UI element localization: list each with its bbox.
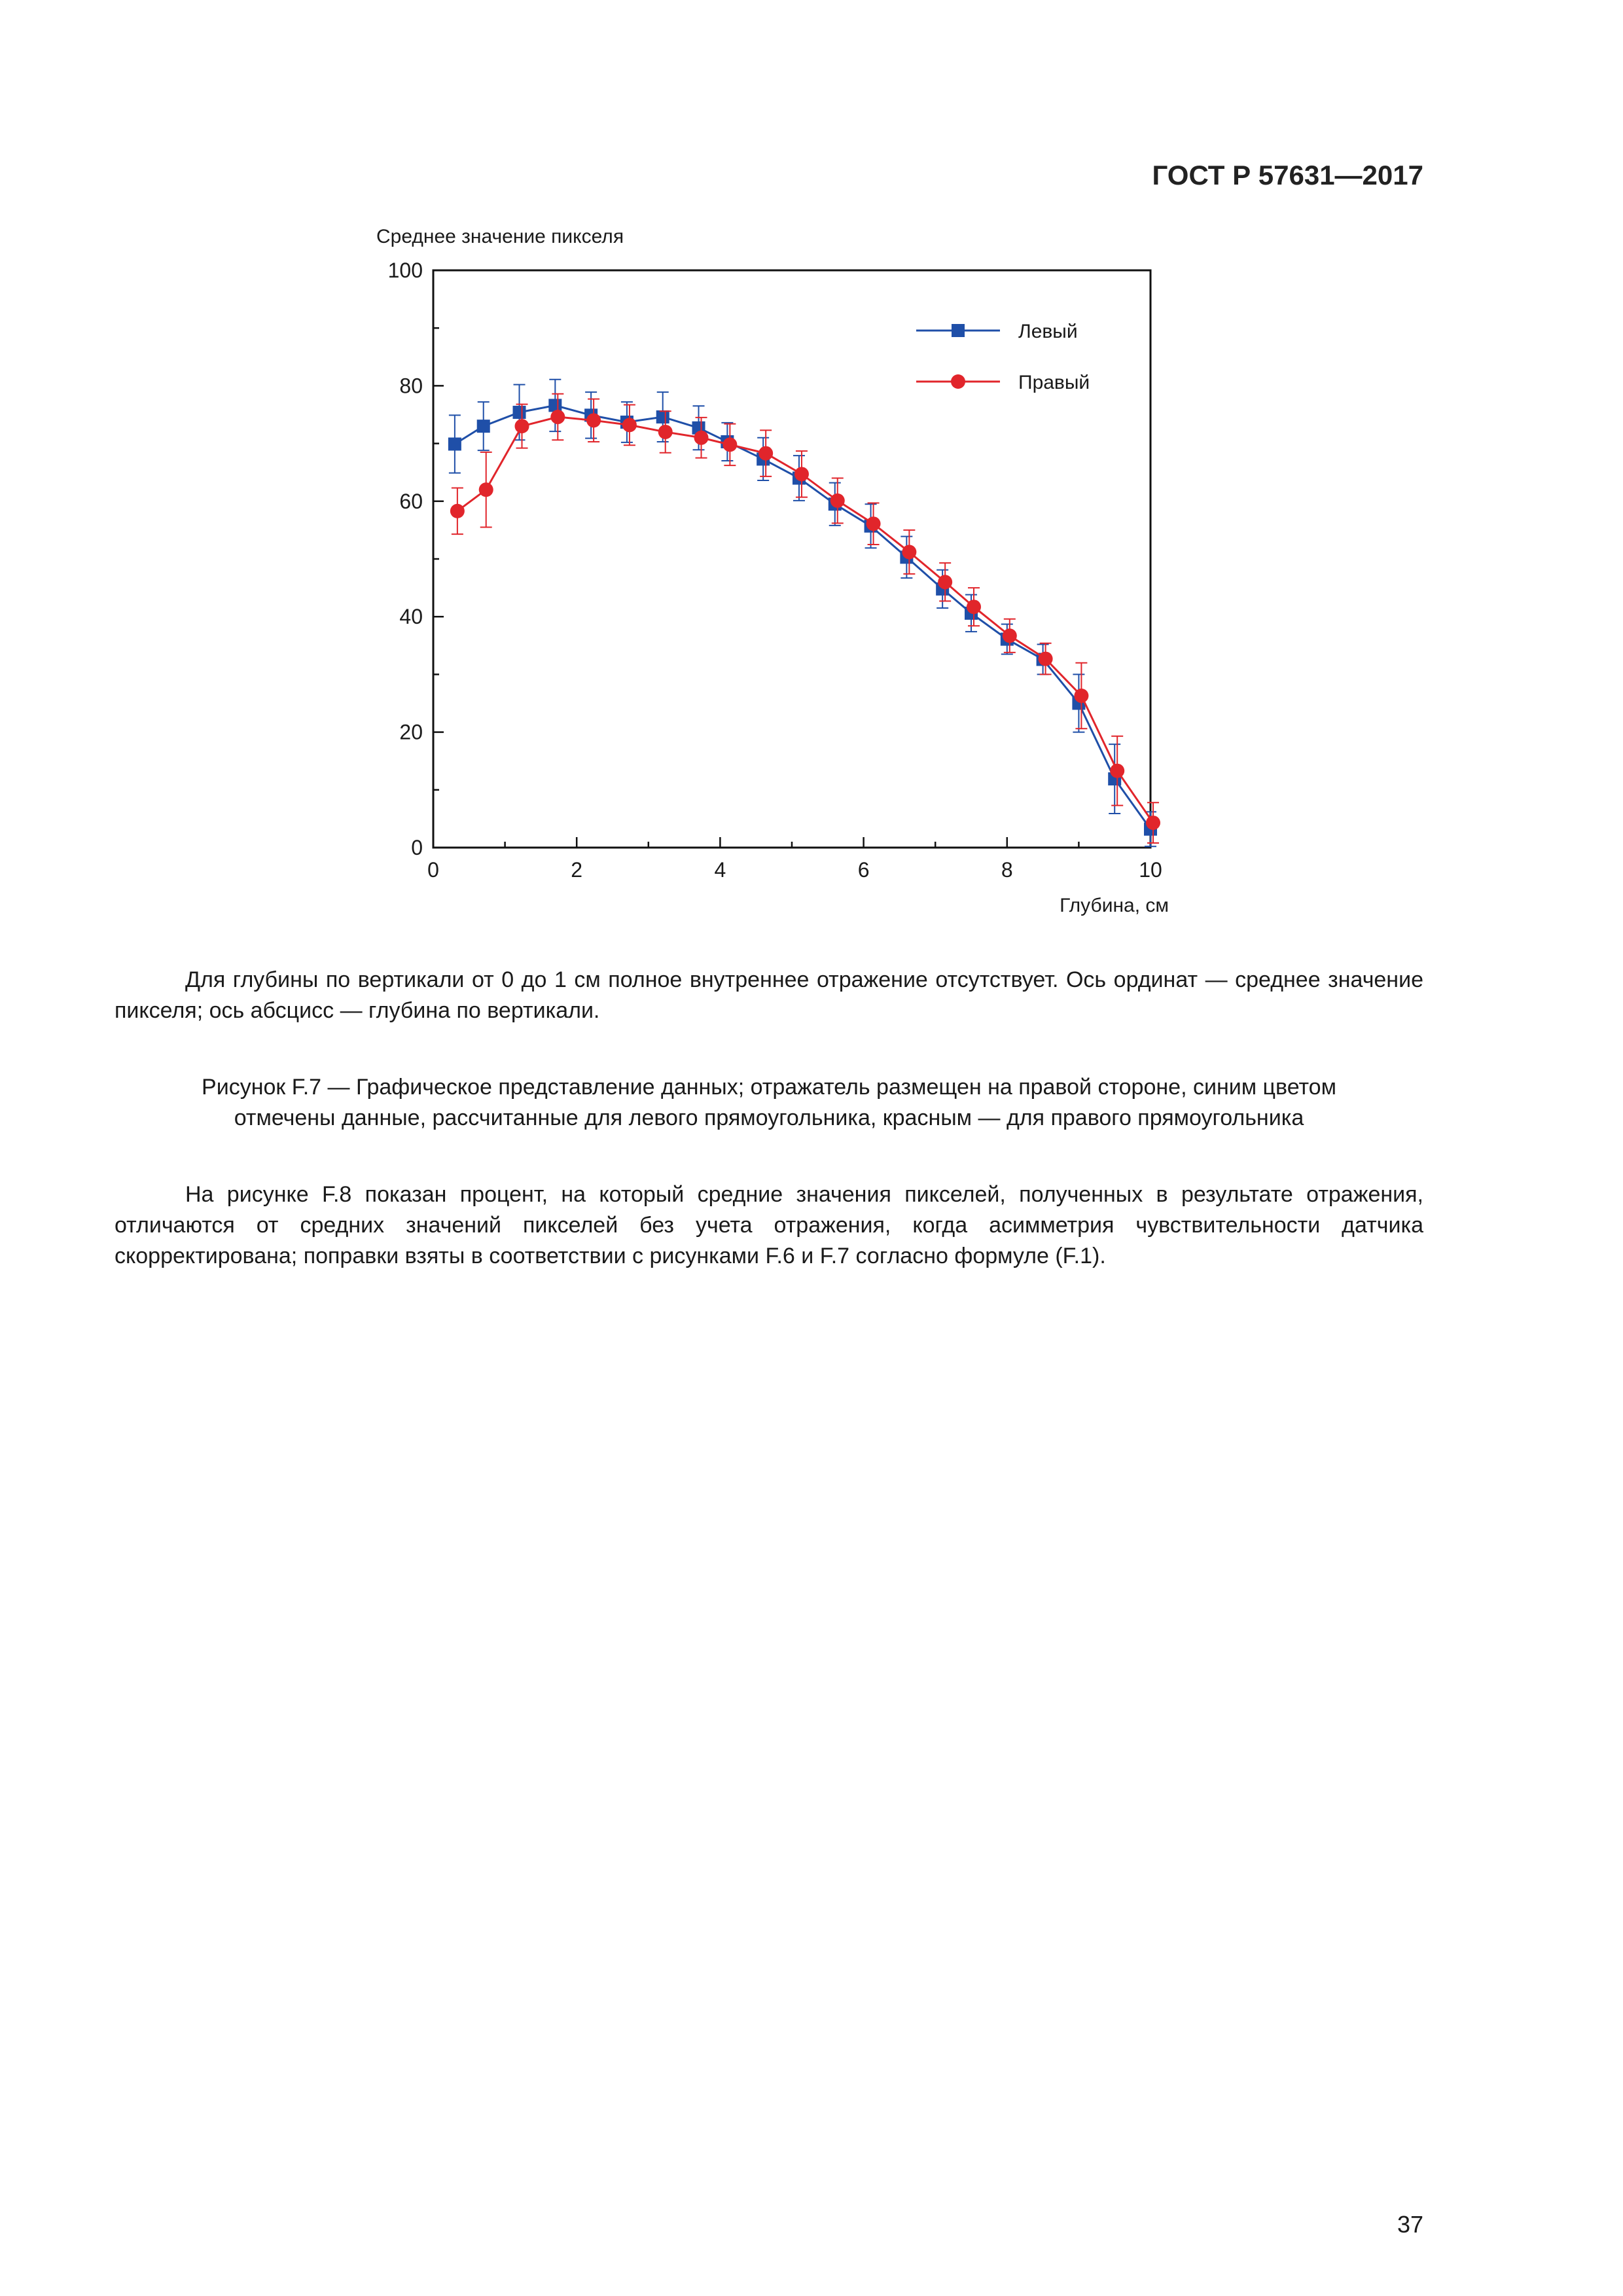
x-tick-label: 10 [1139,858,1162,882]
series-1-point [548,399,562,412]
series-1-point [513,406,526,419]
series-1-point [477,420,490,433]
series-1-group [448,380,1157,847]
series-2-point [515,419,529,433]
x-tick-label: 0 [427,858,439,882]
series-2-point [794,467,809,481]
series-2-point [1003,628,1017,643]
series-2-point [1110,764,1124,778]
figure-caption-line-1: Рисунок F.7 — Графическое представление данных; отражатель размещен на правой стороне, синим цветом [202,1075,1336,1100]
series-2-point [1039,652,1053,666]
paragraph-depth-note-text: Для глубины по вертикали от 0 до 1 см полное внутреннее отражение отсутствует. Ось ординат — среднее значение пикселя; ось абсцисс — глубина по вертикали. [115,967,1423,1023]
figure-caption-line-2: отмечены данные, рассчитанные для левого прямоугольника, красным — для правого прямоугольника [234,1105,1304,1130]
series-2-point [550,410,565,424]
y-tick-label: 80 [399,374,423,398]
figure-caption [115,1072,1423,1134]
legend-label: Левый [1018,321,1078,342]
x-axis-label: Глубина, см [1060,895,1169,916]
plot-frame [433,270,1150,848]
y-tick-label: 60 [399,489,423,513]
series-2-point [866,516,881,531]
series-2-point [694,431,709,445]
series-2-group [450,394,1160,843]
y-tick-label: 40 [399,605,423,629]
series-2-point [722,437,737,452]
series-2-point [967,600,981,614]
series-2-point [1146,816,1160,830]
legend-item [916,321,1078,342]
series-2-point [1074,689,1088,703]
series-1-point [656,410,669,423]
chart-figure [366,223,1217,936]
y-tick-label: 20 [399,720,423,744]
legend-item [916,372,1090,393]
series-2-point [758,446,773,461]
x-tick-label: 8 [1001,858,1013,882]
series-2-point [479,482,493,497]
series-2-point [586,413,601,427]
legend-marker [951,374,965,389]
y-tick-label: 100 [387,259,423,282]
series-2-point [658,425,673,439]
series-2-point [622,418,637,432]
paragraph-figure-reference [115,1179,1423,1272]
series-2-point [902,545,916,559]
paragraph-figure-reference-text: На рисунке F.8 показан процент, на который средние значения пикселей, полученных в результате отражения, отличаются от средних значений пикселей без учета отражения, когда асимметрия чувствительности датчика скорректирована; поправки взяты в соответствии с рисунками F.6 и F.7 согласно формуле (F.1). [115,1182,1423,1268]
series-2-point [450,504,465,518]
y-tick-label: 0 [411,836,423,859]
series-1-point [448,437,461,450]
legend-label: Правый [1018,372,1090,393]
y-axis-label: Среднее значение пикселя [376,226,624,247]
x-tick-label: 4 [714,858,726,882]
series-2-point [830,493,845,508]
document-header: ГОСТ Р 57631—2017 [1152,160,1423,190]
page-number: 37 [1397,2211,1423,2238]
legend-marker [952,324,965,337]
x-tick-label: 6 [857,858,870,882]
line-chart [366,223,1217,936]
series-2-point [938,575,952,589]
paragraph-depth-note [115,965,1423,1026]
x-tick-label: 2 [571,858,583,882]
